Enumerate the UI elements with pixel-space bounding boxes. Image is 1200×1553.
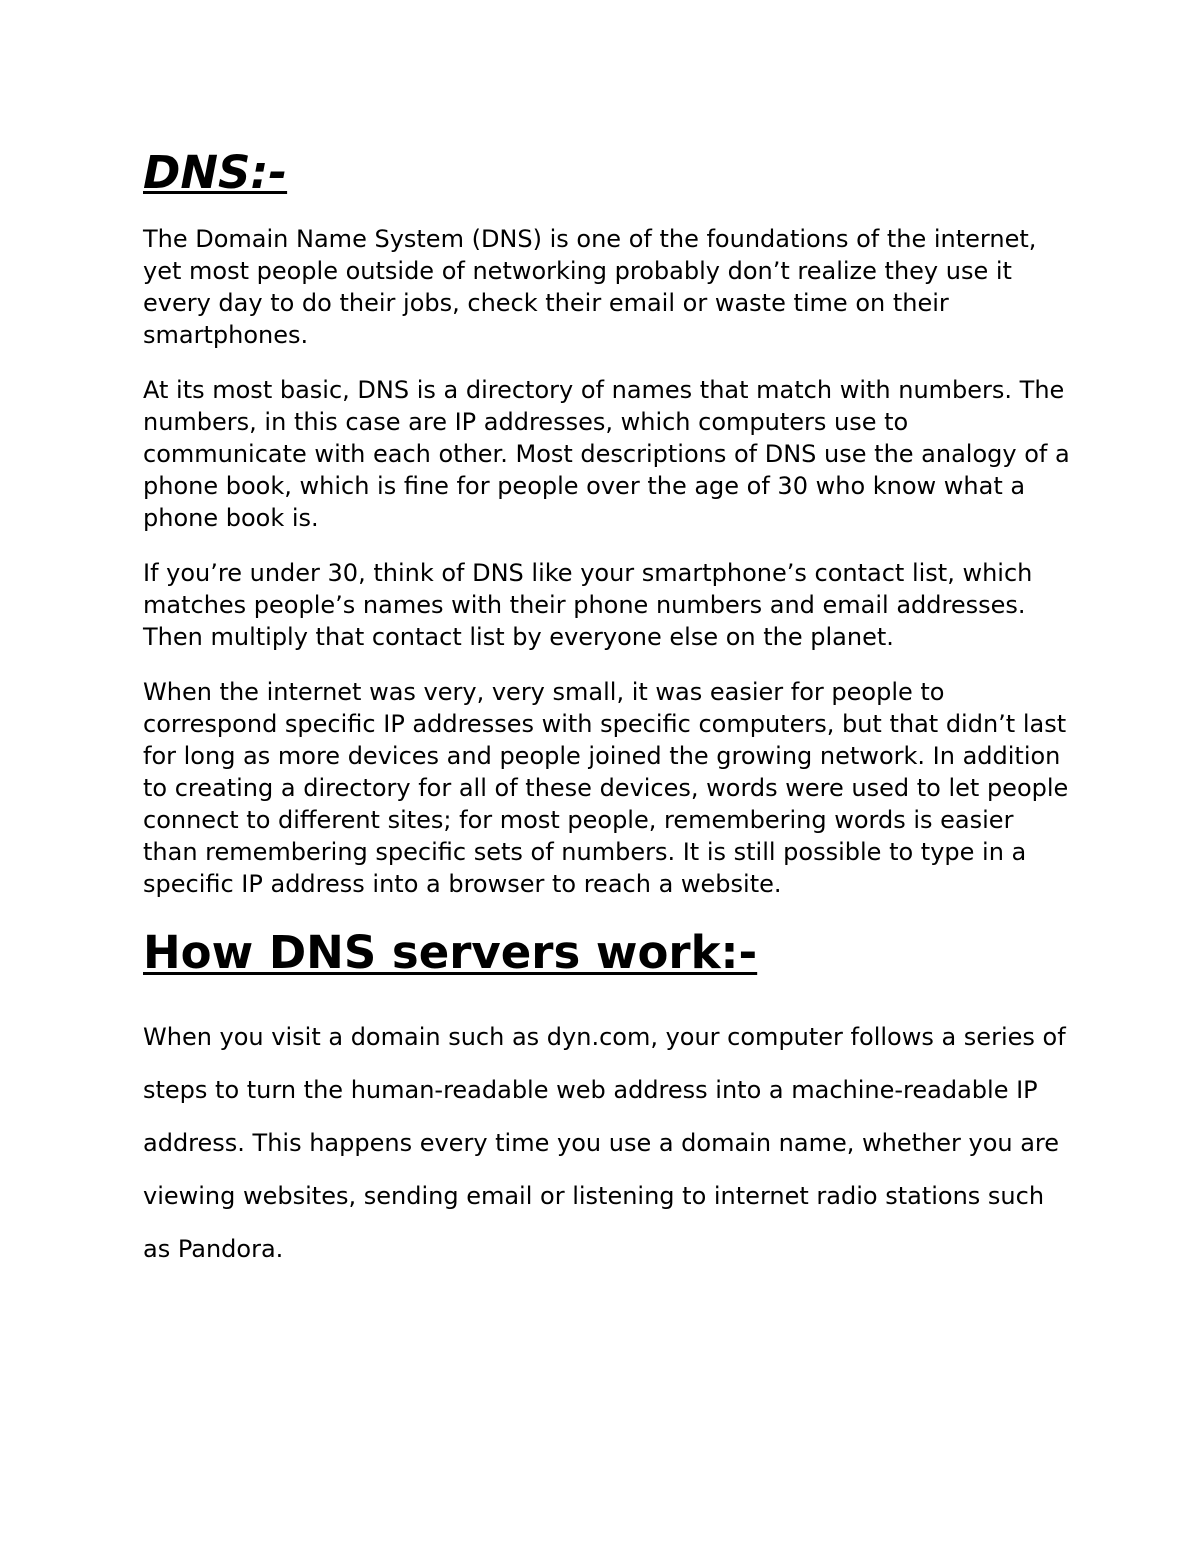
paragraph-directory: At its most basic, DNS is a directory of names that match with numbers. The numbers, in this case are IP addresses, which computers use to communicate with each other. Most descriptions of DNS use the analogy of a phone book, which is fine for people over the age of 30 who know what a phone book is. bbox=[143, 376, 1070, 532]
paragraph-intro: The Domain Name System (DNS) is one of the foundations of the internet, yet most people outside of networking probably don’t realize they use it every day to do their jobs, check their email or waste time on their smartphones. bbox=[143, 225, 1037, 349]
document-body bbox=[143, 145, 1073, 1276]
heading-dns: DNS:- bbox=[143, 146, 288, 199]
paragraph-history: When the internet was very, very small, it was easier for people to correspond specific IP addresses with specific computers, but that didn’t last for long as more devices and people joined the growing network. In addition to creating a directory for all of these devices, words were used to let people connect to different sites; for most people, remembering words is easier than remembering specific sets of numbers. It is still possible to type in a specific IP address into a browser to reach a website. bbox=[143, 678, 1069, 898]
paragraph-how-it-works: When you visit a domain such as dyn.com, your computer follows a series of steps to turn the human-readable web address into a machine-readable IP address. This happens every time you use a domain name, whether you are viewing websites, sending email or listening to internet radio stations such as Pandora. bbox=[143, 1023, 1066, 1263]
paragraph-contact-list: If you’re under 30, think of DNS like your smartphone’s contact list, which matches people’s names with their phone numbers and email addresses. Then multiply that contact list by everyone else on the planet. bbox=[143, 559, 1033, 651]
heading-how-dns-servers-work: How DNS servers work:- bbox=[143, 926, 758, 979]
